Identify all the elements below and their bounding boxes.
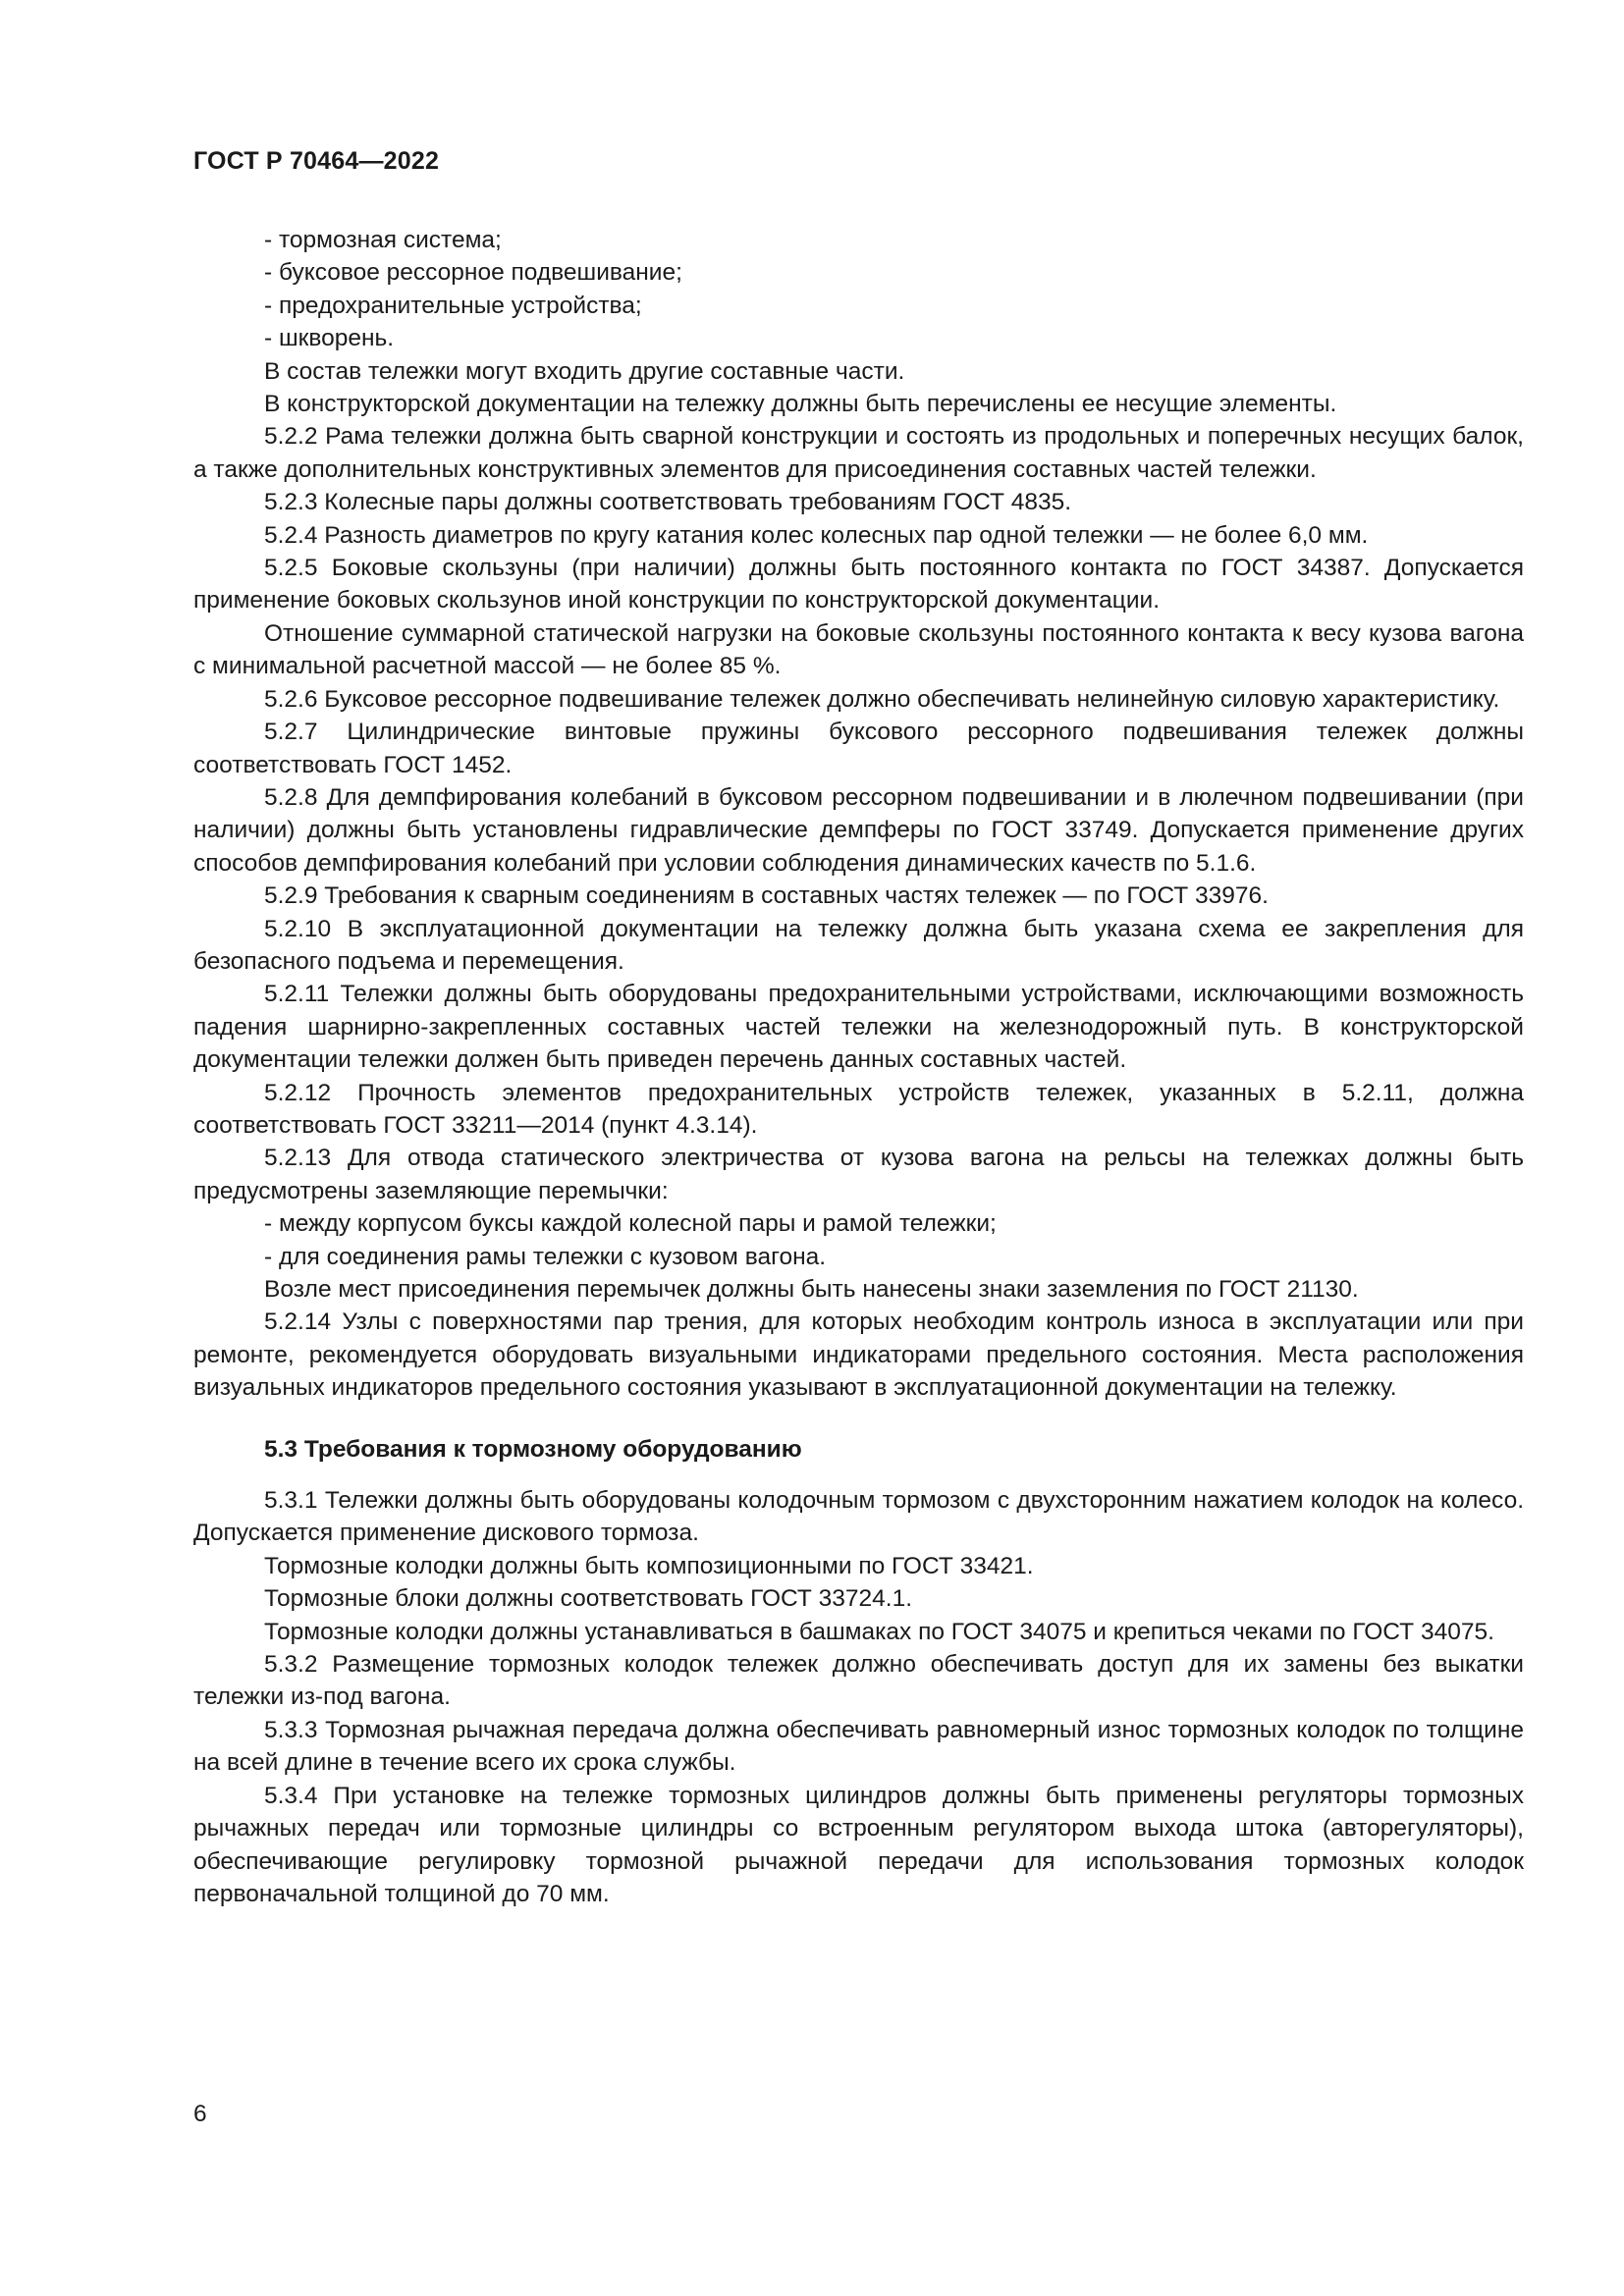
- clause-5-2-5: 5.2.5 Боковые скользуны (при наличии) должны быть постоянного контакта по ГОСТ 34387. Допускается применение боковых скользунов иной конструкции по конструкторской документации.: [193, 555, 1524, 614]
- document-body: [193, 224, 1524, 1910]
- paragraph: Тормозные блоки должны соответствовать ГОСТ 33724.1.: [264, 1585, 913, 1613]
- clause-5-2-10: 5.2.10 В эксплуатационной документации на тележку должна быть указана схема ее закрепления для безопасного подъема и перемещения.: [193, 915, 1524, 975]
- section-heading: 5.3 Требования к тормозному оборудованию: [264, 1435, 802, 1463]
- list-item: - буксовое рессорное подвешивание;: [264, 259, 682, 287]
- clause-5-2-13: 5.2.13 Для отвода статического электричества от кузова вагона на рельсы на тележках должны быть предусмотрены заземляющие перемычки:: [193, 1145, 1524, 1204]
- clause-5-2-8: 5.2.8 Для демпфирования колебаний в буксовом рессорном подвешивании и в люлечном подвешивании (при наличии) должны быть установлены гидравлические демпферы по ГОСТ 33749. Допускается применение других способов демпфирования колебаний при условии соблюдения динамических качеств по 5.1.6.: [193, 783, 1524, 877]
- page-number: 6: [193, 2101, 207, 2127]
- paragraph: В конструкторской документации на тележку должны быть перечислены ее несущие элементы.: [264, 391, 1337, 418]
- clause-5-2-2: 5.2.2 Рама тележки должна быть сварной конструкции и состоять из продольных и поперечных несущих балок, а также дополнительных конструктивных элементов для присоединения составных частей тележки.: [193, 423, 1524, 483]
- document-header: ГОСТ Р 70464—2022: [193, 147, 440, 175]
- paragraph: Тормозные колодки должны быть композиционными по ГОСТ 33421.: [264, 1552, 1034, 1579]
- clause-5-2-4: 5.2.4 Разность диаметров по кругу катания колес колесных пар одной тележки — не более 6,0 мм.: [264, 521, 1369, 549]
- paragraph: Отношение суммарной статической нагрузки на боковые скользуны постоянного контакта к весу кузова вагона с минимальной расчетной массой — не более 85 %.: [193, 619, 1524, 680]
- paragraph: В состав тележки могут входить другие составные части.: [264, 357, 905, 385]
- clause-5-3-4: 5.3.4 При установке на тележке тормозных цилиндров должны быть применены регуляторы тормозных рычажных передач или тормозные цилиндры со встроенным регулятором выхода штока (авторегуляторы), обеспечивающие регулировку тормозной рычажной передачи для использования тормозных колодок первоначальной толщиной до 70 мм.: [193, 1782, 1524, 1907]
- clause-5-3-1: 5.3.1 Тележки должны быть оборудованы колодочным тормозом с двухсторонним нажатием колодок на колесо. Допускается применение дискового тормоза.: [193, 1487, 1524, 1547]
- list-item: - для соединения рамы тележки с кузовом вагона.: [264, 1243, 827, 1270]
- clause-5-2-14: 5.2.14 Узлы с поверхностями пар трения, для которых необходим контроль износа в эксплуатации или при ремонте, рекомендуется оборудовать визуальными индикаторами предельного состояния. Места расположения визуальных индикаторов предельного состояния указывают в эксплуатационной документации на тележку.: [193, 1308, 1524, 1402]
- clause-5-3-3: 5.3.3 Тормозная рычажная передача должна обеспечивать равномерный износ тормозных колодок по толщине на всей длине в течение всего их срока службы.: [193, 1716, 1524, 1777]
- clause-5-2-3: 5.2.3 Колесные пары должны соответствовать требованиям ГОСТ 4835.: [264, 489, 1072, 516]
- list-item: - предохранительные устройства;: [264, 292, 642, 319]
- list-item: - тормозная система;: [264, 227, 502, 253]
- clause-5-2-11: 5.2.11 Тележки должны быть оборудованы предохранительными устройствами, исключающими возможность падения шарнирно-закрепленных составных частей тележки на железнодорожный путь. В конструкторской документации тележки должен быть приведен перечень данных составных частей.: [193, 981, 1524, 1074]
- clause-5-3-2: 5.3.2 Размещение тормозных колодок тележек должно обеспечивать доступ для их замены без выкатки тележки из-под вагона.: [193, 1651, 1524, 1711]
- clause-5-2-7: 5.2.7 Цилиндрические винтовые пружины буксового рессорного подвешивания тележек должны соответствовать ГОСТ 1452.: [193, 719, 1524, 778]
- list-item: - между корпусом буксы каждой колесной пары и рамой тележки;: [264, 1210, 997, 1238]
- paragraph: Возле мест присоединения перемычек должны быть нанесены знаки заземления по ГОСТ 21130.: [264, 1276, 1359, 1303]
- clause-5-2-9: 5.2.9 Требования к сварным соединениям в составных частях тележек — по ГОСТ 33976.: [264, 882, 1269, 910]
- paragraph: Тормозные колодки должны устанавливаться в башмаках по ГОСТ 34075 и крепиться чеками по ГОСТ 34075.: [264, 1618, 1494, 1645]
- clause-5-2-12: 5.2.12 Прочность элементов предохранительных устройств тележек, указанных в 5.2.11, должна соответствовать ГОСТ 33211—2014 (пункт 4.3.14).: [193, 1079, 1524, 1139]
- list-item: - шкворень.: [264, 325, 395, 352]
- clause-5-2-6: 5.2.6 Буксовое рессорное подвешивание тележек должно обеспечивать нелинейную силовую характеристику.: [264, 685, 1500, 713]
